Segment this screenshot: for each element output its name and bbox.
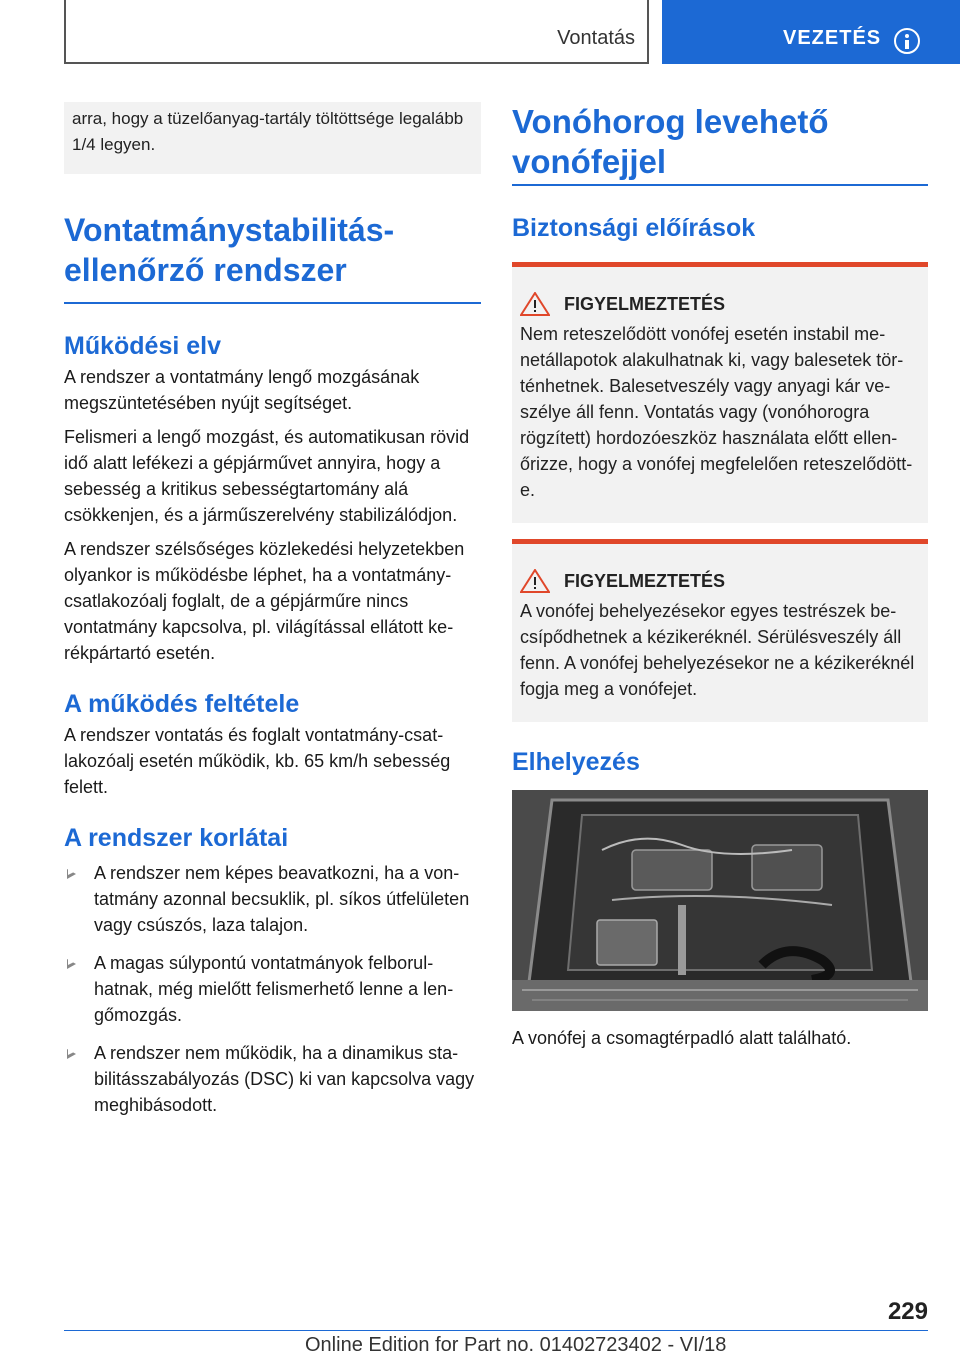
warning-box	[512, 539, 928, 722]
info-icon[interactable]	[894, 28, 920, 54]
title-rule	[512, 184, 928, 186]
paragraph: A rendszer a vontatmány lengő mozgásának megszüntetésében nyújt segítséget.	[64, 367, 420, 413]
warning-triangle-icon	[520, 569, 550, 593]
bullet-triangle-icon	[68, 869, 74, 875]
bullet-triangle-icon	[68, 1049, 74, 1055]
chapter-label: VEZETÉS	[783, 27, 882, 49]
footer-rule	[64, 1330, 928, 1331]
section-title: Vontatás	[557, 27, 635, 49]
note-text: arra, hogy a tüzelőanyag-tartály töltöttsége legalább 1/4 legyen.	[72, 109, 464, 154]
header-section-box	[64, 0, 649, 64]
chapter-tab[interactable]	[662, 0, 960, 64]
warning-text: Nem reteszelődött vonófej esetén instabil menetállapotok alakulhatnak ki, vagy balesetek történhetnek. Balesetveszély vagy anyagi kár veszélye áll fenn. Vontatás vagy (vonóhorogra rögzített) hordozóeszköz használata előtt ellenőrizze, hogy a vonófej megfelelően reteszelődött-e.	[520, 324, 913, 500]
section-title-tow-hitch: Vonóhorog levehető vonófejjel	[512, 103, 829, 180]
photo-caption: A vonófej a csomagtérpadló alatt található.	[512, 1028, 852, 1048]
right-column	[512, 102, 928, 1051]
paragraph: A rendszer vontatás és foglalt vontatmány-csatlakozóalj esetén működik, kb. 65 km/h sebesség felett.	[64, 725, 451, 797]
trunk-floor-photo	[512, 790, 928, 1011]
warning-title: FIGYELMEZTETÉS	[520, 291, 920, 317]
list-item: A rendszer nem működik, ha a dinamikus stabilitásszabályozás (DSC) ki van kapcsolva vagy meghibásodott.	[64, 1040, 481, 1118]
warning-triangle-icon	[520, 292, 550, 316]
warning-text: A vonófej behelyezésekor egyes testrészek becsípődhetnek a kézikeréknél. Sérülésveszély áll fenn. A vonófej behelyezésekor ne a kézikeréknél fogja meg a vonófejet.	[520, 601, 915, 699]
heading-system-limits: A rendszer korlátai	[64, 824, 289, 852]
heading-safety: Biztonsági előírások	[512, 214, 756, 242]
list-item: A magas súlypontú vontatmányok felborulhatnak, még mielőtt felismerhető lenne a lengőmozgás.	[64, 950, 481, 1028]
limits-list	[64, 860, 481, 1118]
footer-edition: Online Edition for Part no. 01402723402 - VI/18	[305, 1334, 727, 1356]
left-column	[64, 102, 481, 1118]
list-item: A rendszer nem képes beavatkozni, ha a vontatmány azonnal becsuklik, pl. síkos útfelületen vagy csúszós, laza talajon.	[64, 860, 481, 938]
page-number: 229	[887, 1298, 928, 1325]
section-title-towing-stability: Vontatmánystabilitás-ellenőrző rendszer	[64, 212, 395, 288]
bullet-triangle-icon	[68, 959, 74, 965]
heading-operating-principle: Működési elv	[64, 332, 221, 360]
title-rule	[64, 302, 481, 304]
paragraph: A rendszer szélsőséges közlekedési helyzetekben olyankor is működésbe léphet, ha a vontatmány-csatlakozóalj foglalt, de a gépjárműre nincs vontatmány kapcsolva, pl. világítással ellátott kerékpártartó esetén.	[64, 539, 465, 663]
note-box	[64, 102, 481, 174]
heading-operating-condition: A működés feltétele	[64, 690, 300, 718]
warning-title: FIGYELMEZTETÉS	[520, 568, 920, 594]
heading-location: Elhelyezés	[512, 748, 640, 776]
warning-box	[512, 262, 928, 523]
paragraph: Felismeri a lengő mozgást, és automatikusan rövid idő alatt lefékezi a gépjárművet annyira, hogy a sebesség a kritikus sebességtartomány alá csökkenjen, és a járműszerelvény stabilizálódjon.	[64, 427, 470, 525]
